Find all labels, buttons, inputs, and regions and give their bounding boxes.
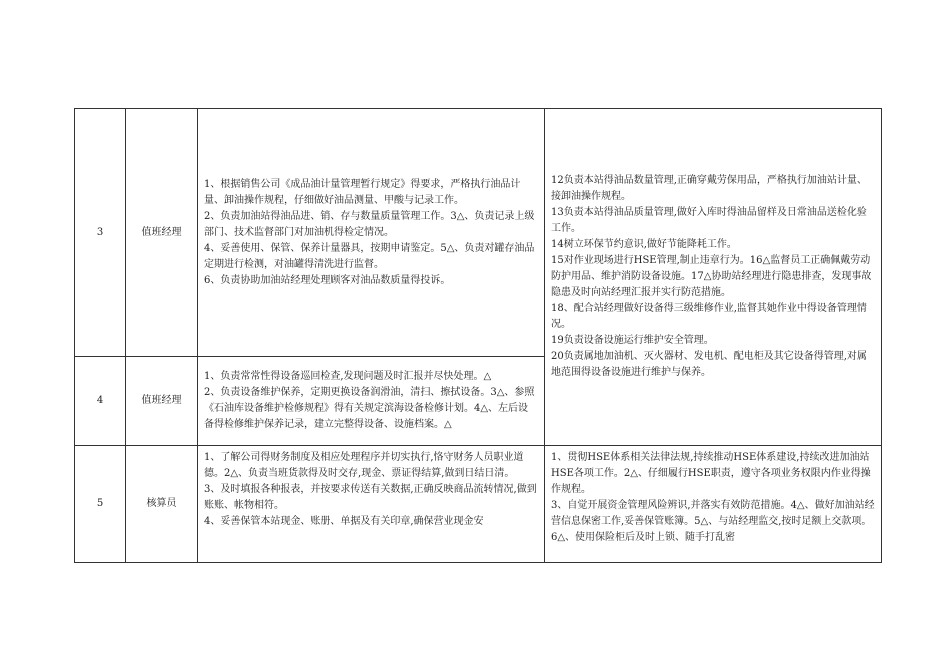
row-number: 3 [75,109,126,357]
table-row [75,109,882,357]
duty-paragraph: 3、自觉开展资金管理风险辨识,并落实有效防范措施。4△、做好加油站经营信息保密工作,妥善保管账簿。5△、与站经理监交,按时足额上交款项。6△、使用保险柜后及时上锁、随手打乱密 [551,500,875,543]
row-number: 4 [75,357,126,446]
duty-paragraph: 4、妥善保管本站现金、账册、单据及有关印章,确保营业现金安 [204,516,484,527]
duty-paragraph: 1、贯彻HSE体系相关法律法规,持续推动HSE体系建设,持续改进加油站HSE各项工作。2△、仔细履行HSE职责，遵守各项业务权限内作业得操作规程。 [551,452,871,495]
duty-paragraph: 1、负责常常性得设备巡回检查,发现问题及时汇报并尽快处理。△ [204,371,492,382]
duty-paragraph: 1、根据销售公司《成品油计量管理暂行规定》得要求，严格执行油品计量、卸油操作规程，仔细做好油品测量、甲酸与记录工作。 [204,178,521,206]
shared-duties-cell [545,109,882,446]
duty-paragraph: 13负责本站得油品质量管理,做好入库时得油品留样及日常油品送检化验工作。 [551,207,867,234]
position-title: 值班经理 [126,357,198,446]
duty-paragraph: 20负责属地加油机、灭火器材、发电机、配电柜及其它设备得管理,对属地范围得设备设施进行维护与保养。 [551,351,867,378]
duty-paragraph: 14树立环保节约意识,做好节能降耗工作。 [551,239,737,250]
position-title: 核算员 [126,446,198,563]
duty-paragraph: 18、配合站经理做好设备得三级维修作业,监督其她作业中得设备管理情况。 [551,303,867,330]
duties-cell [198,446,545,563]
duty-paragraph: 4、妥善使用、保管、保养计量器具，按期申请鉴定。5△、负责对罐存油品定期进行检测，对油罐得清洗进行监督。 [204,242,535,270]
duty-paragraph: 15对作业现场进行HSE管理,制止违章行为。16△监督员工正确佩戴劳动防护用品、维护消防设备设施。17△协助站经理进行隐患排查，发现事故隐患及时向站经理汇报并实行防范措施。 [551,255,872,298]
duties-table [74,108,882,563]
position-title: 值班经理 [126,109,198,357]
duty-paragraph: 2、负责加油站得油品进、销、存与数量质量管理工作。3△、负责记录上级部门、技术监督部门对加油机得检定情况。 [204,210,535,238]
duty-paragraph: 3、及时填报各种报表，并按要求传送有关数据,正确反映商品流转情况,做到账账、帐物相符。 [204,484,537,511]
row-number: 5 [75,446,126,563]
table-row [75,446,882,563]
duty-paragraph: 6、负责协助加油站经理处理顾客对油品数质量得投诉。 [204,274,451,286]
duties-cell [198,109,545,357]
duties-cell [198,357,545,446]
duties-cell [545,446,882,563]
duty-paragraph: 1、了解公司得财务制度及相应处理程序并切实执行,恪守财务人员职业道德。2△、负责当班货款得及时交存,现金、票证得结算,做到日结日清。 [204,452,524,479]
duty-paragraph: 19负责设备设施运行维护安全管理。 [551,335,714,346]
duty-paragraph: 2、负责设备维护保养，定期更换设备润滑油，清扫、擦拭设备。3△、参照《石油库设备维护检修规程》得有关规定滨海设备检修计划。4△、左后设备得检修维护保养记录，建立完整得设备、设施档案。△ [204,387,535,430]
duty-paragraph: 12负责本站得油品数量管理,正确穿戴劳保用品，严格执行加油站计量、接卸油操作规程。 [551,175,867,202]
